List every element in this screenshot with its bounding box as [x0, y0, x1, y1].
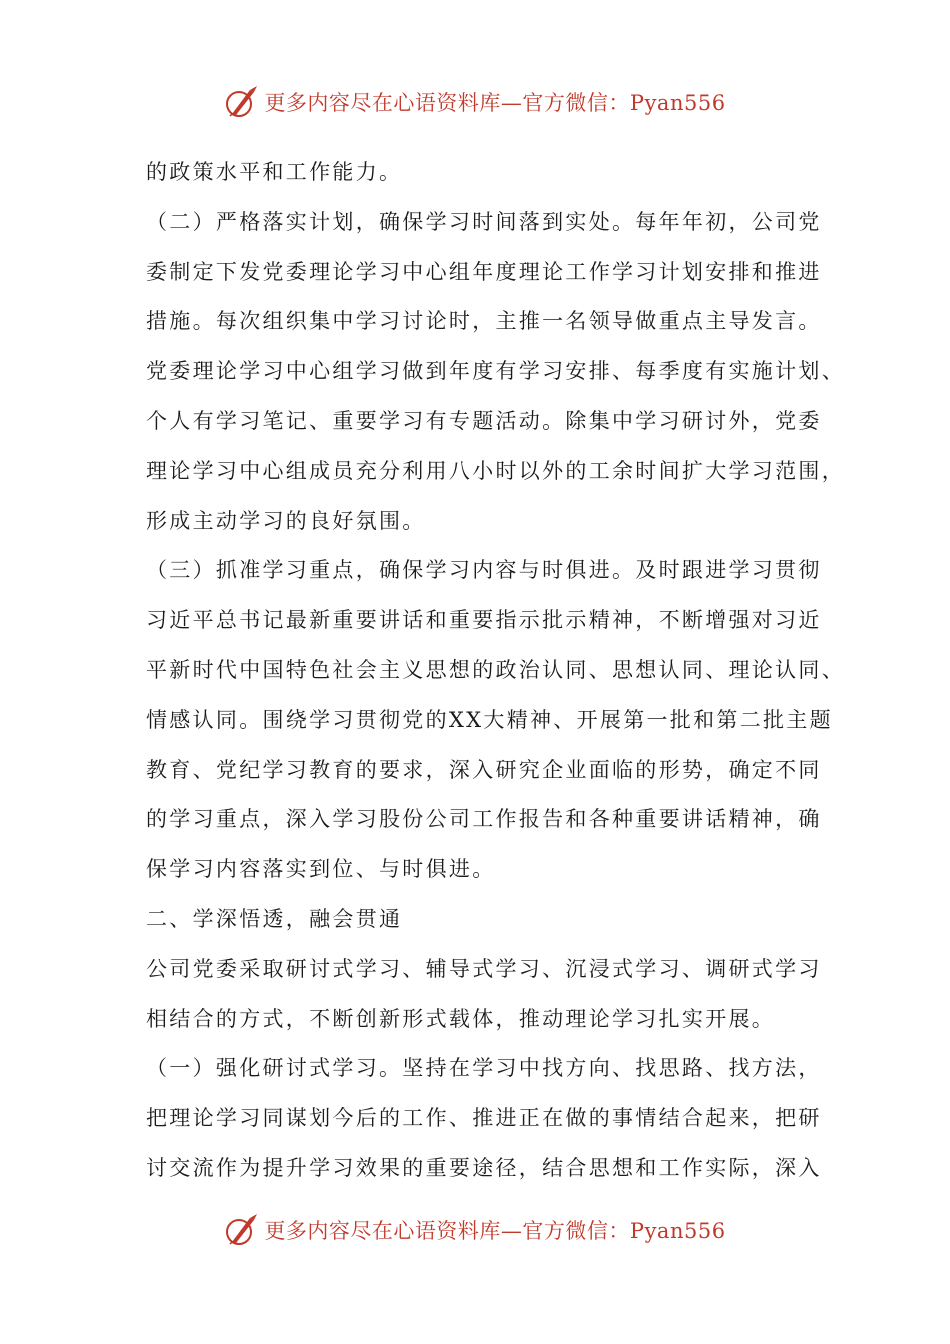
text-line: （一）强化研讨式学习。坚持在学习中找方向、找思路、找方法，: [146, 1056, 822, 1081]
banner-text: 更多内容尽在心语资料库—官方微信：Pyan556: [264, 1219, 726, 1243]
text-line: 委制定下发党委理论学习中心组年度理论工作学习计划安排和推进: [146, 259, 822, 284]
text-line: 理论学习中心组成员充分利用八小时以外的工余时间扩大学习范围，: [146, 458, 845, 483]
text-line: 把理论学习同谋划今后的工作、推进正在做的事情结合起来，把研: [146, 1106, 822, 1131]
header-banner: [0, 82, 950, 122]
text-line: （三）抓准学习重点，确保学习内容与时俱进。及时跟进学习贯彻: [146, 558, 822, 583]
text-line: 党委理论学习中心组学习做到年度有学习安排、每季度有实施计划、: [146, 359, 845, 384]
text-line: 措施。每次组织集中学习讨论时，主推一名领导做重点主导发言。: [146, 309, 822, 334]
quill-pen-logo-icon: [224, 1212, 260, 1248]
text-line: 个人有学习笔记、重要学习有专题活动。除集中学习研讨外，党委: [146, 408, 822, 433]
text-line: 保学习内容落实到位、与时俱进。: [146, 857, 496, 882]
quill-pen-logo-icon: [224, 84, 260, 120]
text-line: （二）严格落实计划，确保学习时间落到实处。每年年初，公司党: [146, 209, 822, 234]
text-line: 的学习重点，深入学习股份公司工作报告和各种重要讲话精神，确: [146, 807, 822, 832]
section-heading: 二、学深悟透，融会贯通: [146, 906, 403, 931]
text-line: 的政策水平和工作能力。: [146, 160, 403, 184]
text-line: 形成主动学习的良好氛围。: [146, 508, 426, 533]
text-line: 教育、党纪学习教育的要求，深入研究企业面临的形势，确定不同: [146, 757, 822, 782]
text-line: 情感认同。围绕学习贯彻党的XX大精神、开展第一批和第二批主题: [146, 707, 833, 732]
footer-banner: [0, 1210, 950, 1250]
text-line: 习近平总书记最新重要讲话和重要指示批示精神，不断增强对习近: [146, 608, 822, 633]
text-line: 平新时代中国特色社会主义思想的政治认同、思想认同、理论认同、: [146, 657, 845, 682]
text-line: 相结合的方式，不断创新形式载体，推动理论学习扎实开展。: [146, 1006, 776, 1031]
document-body: [146, 148, 845, 1194]
banner-text: 更多内容尽在心语资料库—官方微信：Pyan556: [264, 91, 726, 115]
text-line: 公司党委采取研讨式学习、辅导式学习、沉浸式学习、调研式学习: [146, 956, 822, 981]
text-line: 讨交流作为提升学习效果的重要途径，结合思想和工作实际，深入: [146, 1155, 822, 1180]
